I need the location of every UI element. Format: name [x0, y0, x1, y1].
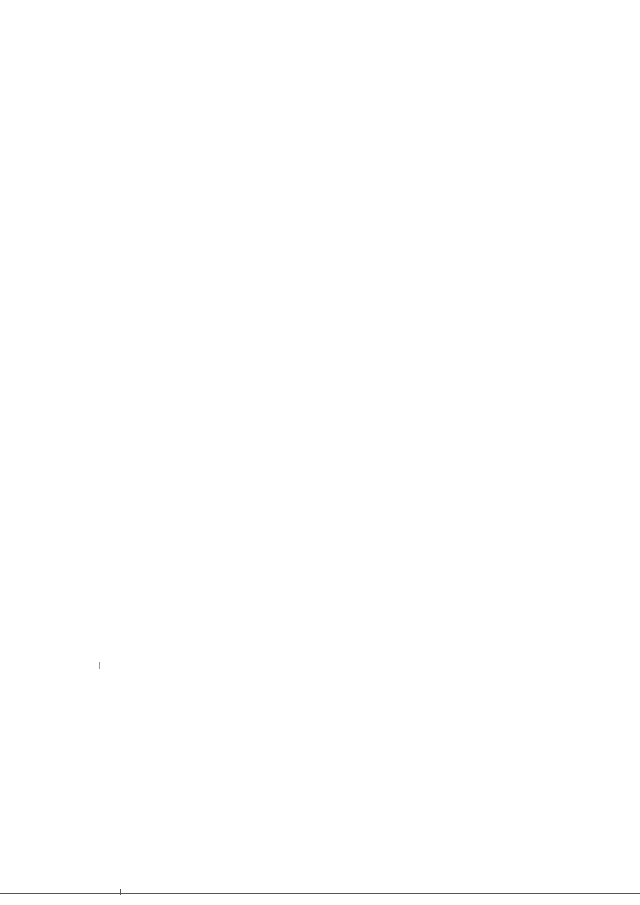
stray-mark	[99, 662, 100, 669]
bottom-rule	[0, 893, 640, 894]
bottom-rule-tick	[120, 889, 121, 895]
